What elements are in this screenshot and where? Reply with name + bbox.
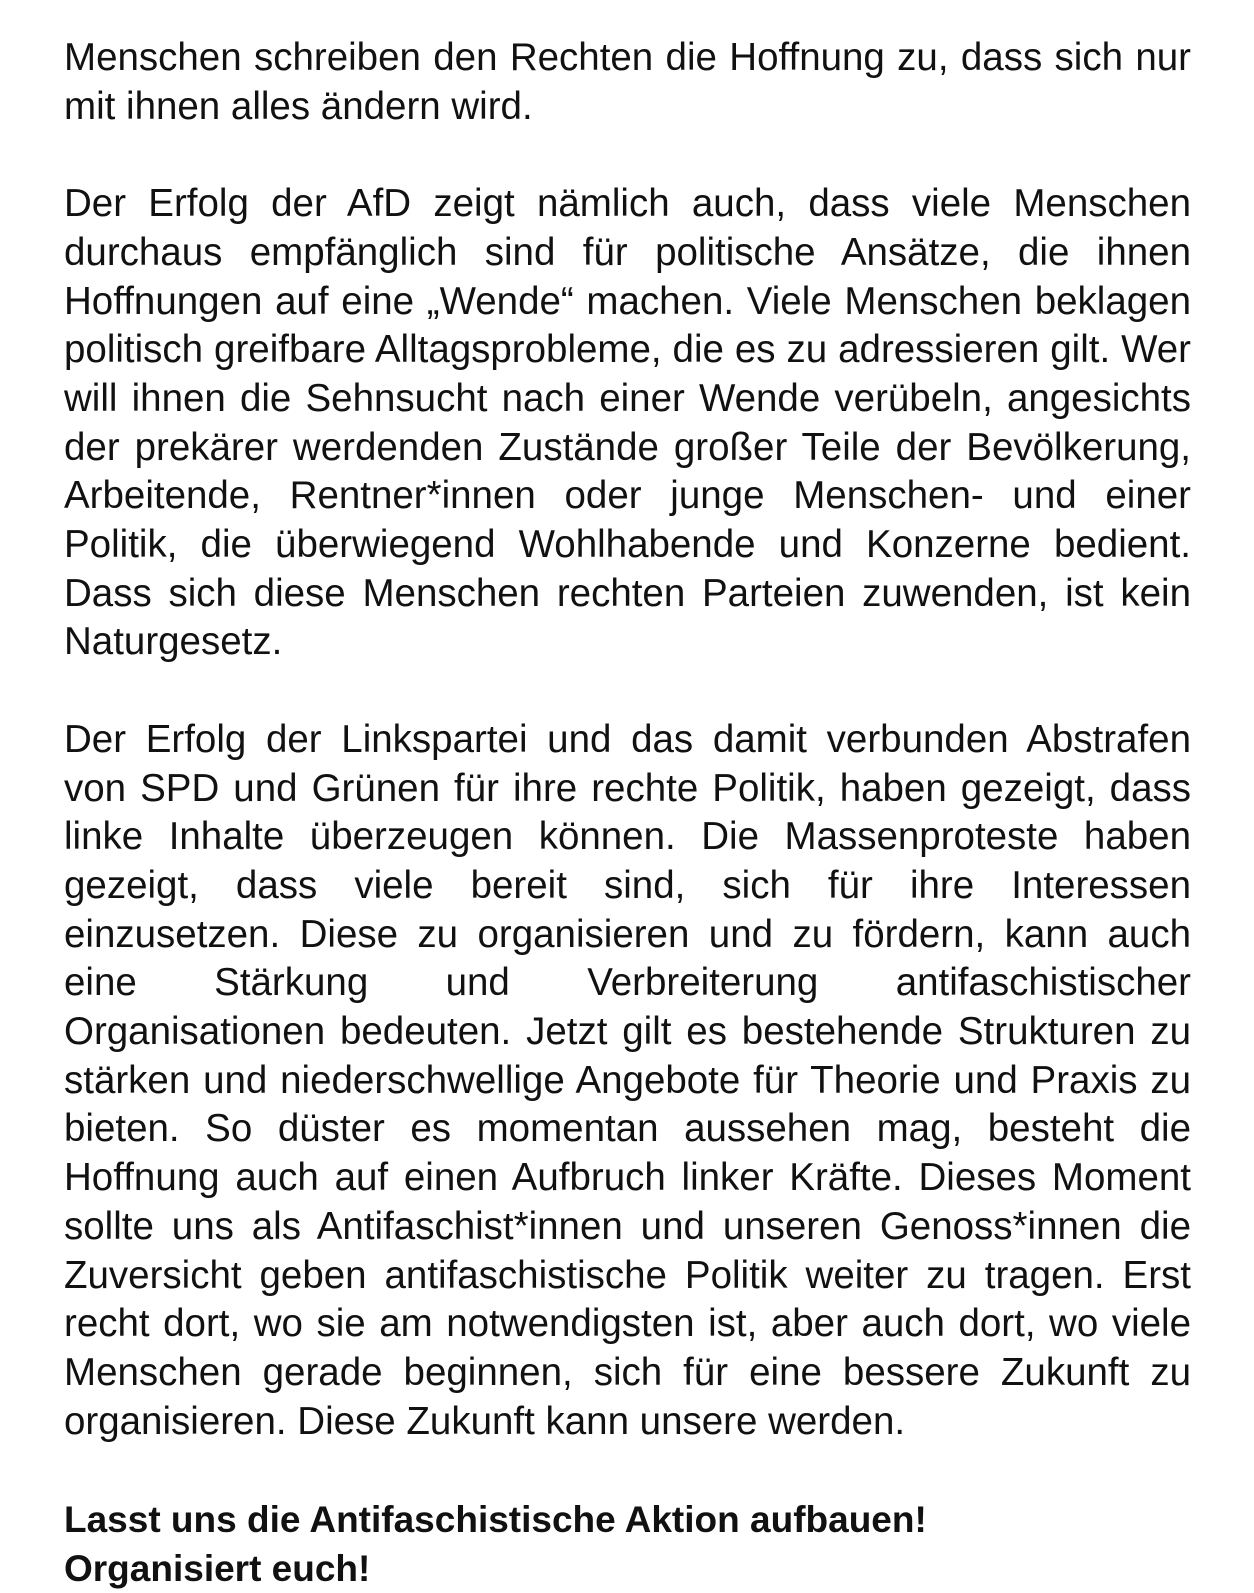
paragraph-spacer bbox=[64, 131, 1191, 180]
paragraph-afd-success: Der Erfolg der AfD zeigt nämlich auch, dass viele Menschen durchaus empfänglich sind für politische Ansätze, die ihnen Hoffnungen auf eine „Wende“ machen. Viele Menschen beklagen politisch greifbare Alltagsprobleme, die es zu adressieren gilt. Wer will ihnen die Sehnsucht nach einer Wende verübeln, angesichts der prekärer werdenden Zustände großer Teile der Bevölkerung, Arbeitende, Rentner*innen oder junge Menschen- und einer Politik, die überwiegend Wohlhabende und Konzerne bedient. Dass sich diese Menschen rechten Parteien zuwenden, ist kein Naturgesetz. bbox=[64, 182, 1191, 664]
closing-call-to-action: Lasst uns die Antifaschistische Aktion aufbauen! bbox=[64, 1499, 927, 1541]
paragraph-spacer bbox=[64, 667, 1191, 716]
paragraph-left-party: Der Erfolg der Linkspartei und das damit verbunden Abstrafen von SPD und Grünen für ihre rechte Politik, haben gezeigt, dass linke Inhalte überzeugen können. Die Massenproteste haben gezeigt, dass viele bereit sind, sich für ihre Interessen einzusetzen. Diese zu organisieren und zu fördern, kann auch eine Stärkung und Verbreiterung antifaschistischer Organisationen bedeuten. Jetzt gilt es bestehende Strukturen zu stärken und niederschwellige Angebote für Theorie und Praxis zu bieten. So düster es momentan aussehen mag, besteht die Hoffnung auch auf einen Aufbruch linker Kräfte. Dieses Moment sollte uns als Antifaschist*innen und unseren Genoss*innen die Zuversicht geben antifaschistische Politik weiter zu tragen. Erst recht dort, wo sie am notwendigsten ist, aber auch dort, wo viele Menschen gerade beginnen, sich für eine bessere Zukunft zu organisieren. Diese Zukunft kann unsere werden. bbox=[64, 717, 1191, 1443]
document-page bbox=[64, 34, 1191, 1593]
paragraph-intro: Menschen schreiben den Rechten die Hoffnung zu, dass sich nur mit ihnen alles ändern wird. bbox=[64, 36, 1191, 128]
paragraph-spacer bbox=[64, 1446, 1191, 1495]
closing-organize: Organisiert euch! bbox=[64, 1548, 371, 1590]
